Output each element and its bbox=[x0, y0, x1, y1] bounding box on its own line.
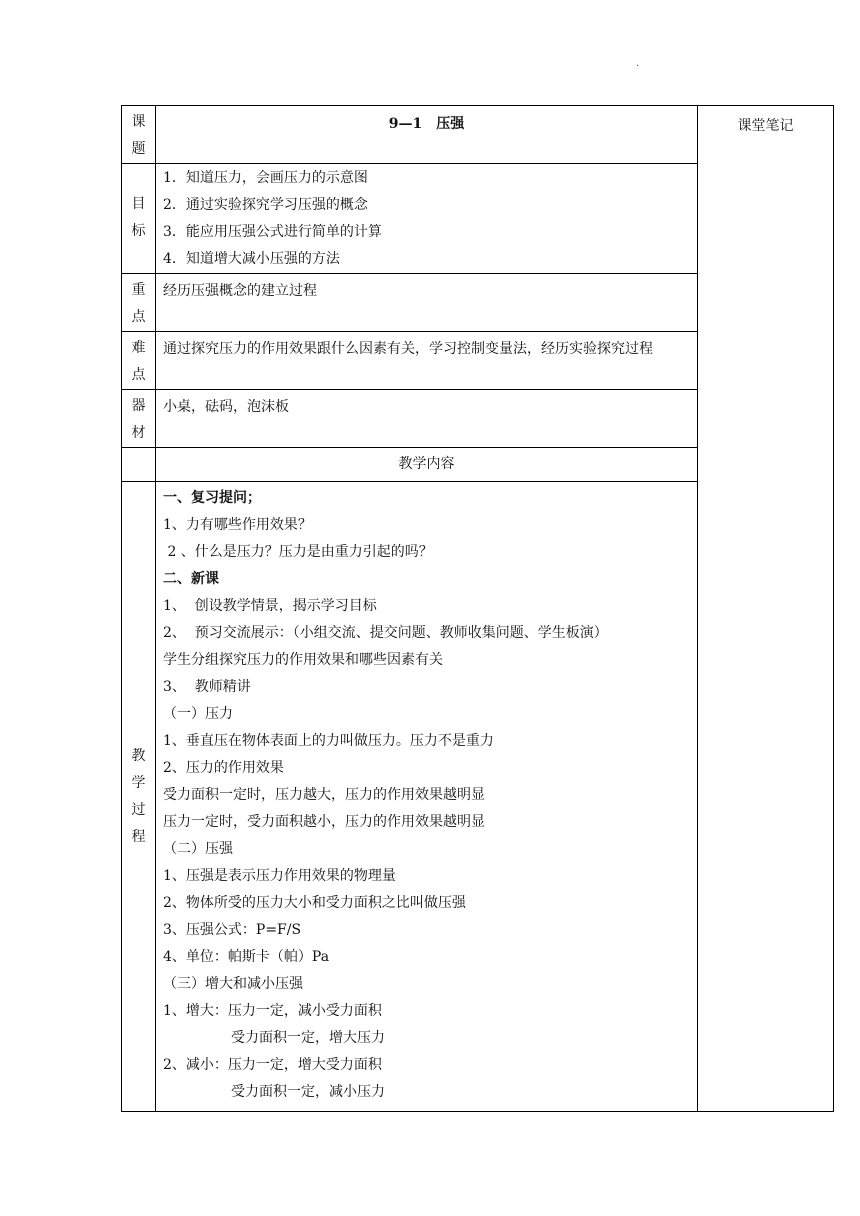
process-line: 3、 教师精讲 bbox=[163, 679, 251, 695]
goal-item: 1．知道压力，会画压力的示意图 bbox=[163, 170, 368, 186]
process-line: 2、压力的作用效果 bbox=[163, 760, 284, 776]
process-line: 学生分组探究压力的作用效果和哪些因素有关 bbox=[163, 652, 443, 668]
process-line: 二、新课 bbox=[163, 571, 219, 587]
goal-item: 4．知道增大减小压强的方法 bbox=[163, 251, 340, 267]
process-line: 1、力有哪些作用效果？ bbox=[163, 517, 312, 533]
process-line: 1、垂直压在物体表面上的力叫做压力。压力不是重力 bbox=[163, 733, 494, 749]
notes-header: 课堂笔记 bbox=[737, 118, 794, 134]
process-line: 1、 创设教学情景，揭示学习目标 bbox=[163, 598, 377, 614]
topic-label: 课 题 bbox=[122, 106, 156, 164]
lesson-plan-table bbox=[121, 105, 834, 1112]
difficult-label: 难 点 bbox=[122, 332, 156, 390]
goals-cell bbox=[156, 164, 698, 274]
lesson-title: 9—1 压强 bbox=[156, 106, 698, 164]
process-line: 4、单位：帕斯卡（帕）Pa bbox=[163, 949, 330, 965]
notes-column bbox=[698, 106, 834, 1112]
process-line: 压力一定时，受力面积越小，压力的作用效果越明显 bbox=[163, 814, 485, 830]
process-content bbox=[156, 482, 698, 1112]
process-line: 1、压强是表示压力作用效果的物理量 bbox=[163, 868, 396, 884]
blank-cell bbox=[122, 448, 156, 482]
process-line: 受力面积一定，减小压力 bbox=[231, 1084, 385, 1100]
key-label: 重 点 bbox=[122, 274, 156, 332]
process-line: 受力面积一定，增大压力 bbox=[231, 1030, 385, 1046]
process-line: （三）增大和减小压强 bbox=[163, 976, 303, 992]
goal-label: 目 标 bbox=[122, 164, 156, 274]
process-line: （二）压强 bbox=[163, 841, 233, 857]
content-header: 教学内容 bbox=[156, 448, 698, 482]
process-line: 2、减小：压力一定，增大受力面积 bbox=[163, 1057, 382, 1073]
key-point-text: 经历压强概念的建立过程 bbox=[156, 274, 698, 332]
process-line: 3、压强公式：P=F/S bbox=[163, 922, 302, 938]
process-line: 2、物体所受的压力大小和受力面积之比叫做压强 bbox=[163, 895, 466, 911]
process-line: 2 、什么是压力？压力是由重力引起的吗？ bbox=[163, 544, 433, 560]
equipment-text: 小桌，砝码，泡沫板 bbox=[156, 390, 698, 448]
equipment-label: 器 材 bbox=[122, 390, 156, 448]
corner-mark: . bbox=[636, 58, 640, 69]
goal-item: 3．能应用压强公式进行简单的计算 bbox=[163, 224, 382, 240]
process-line: 1、增大：压力一定，减小受力面积 bbox=[163, 1003, 382, 1019]
process-line: 受力面积一定时，压力越大，压力的作用效果越明显 bbox=[163, 787, 485, 803]
process-line: （一）压力 bbox=[163, 706, 233, 722]
difficult-point-text: 通过探究压力的作用效果跟什么因素有关，学习控制变量法，经历实验探究过程 bbox=[156, 332, 698, 390]
process-label: 教 学 过 程 bbox=[122, 482, 156, 1112]
process-line: 一、复习提问； bbox=[163, 490, 261, 506]
goal-item: 2．通过实验探究学习压强的概念 bbox=[163, 197, 368, 213]
process-line: 2、 预习交流展示：（小组交流、提交问题、教师收集问题、学生板演） bbox=[163, 625, 608, 641]
